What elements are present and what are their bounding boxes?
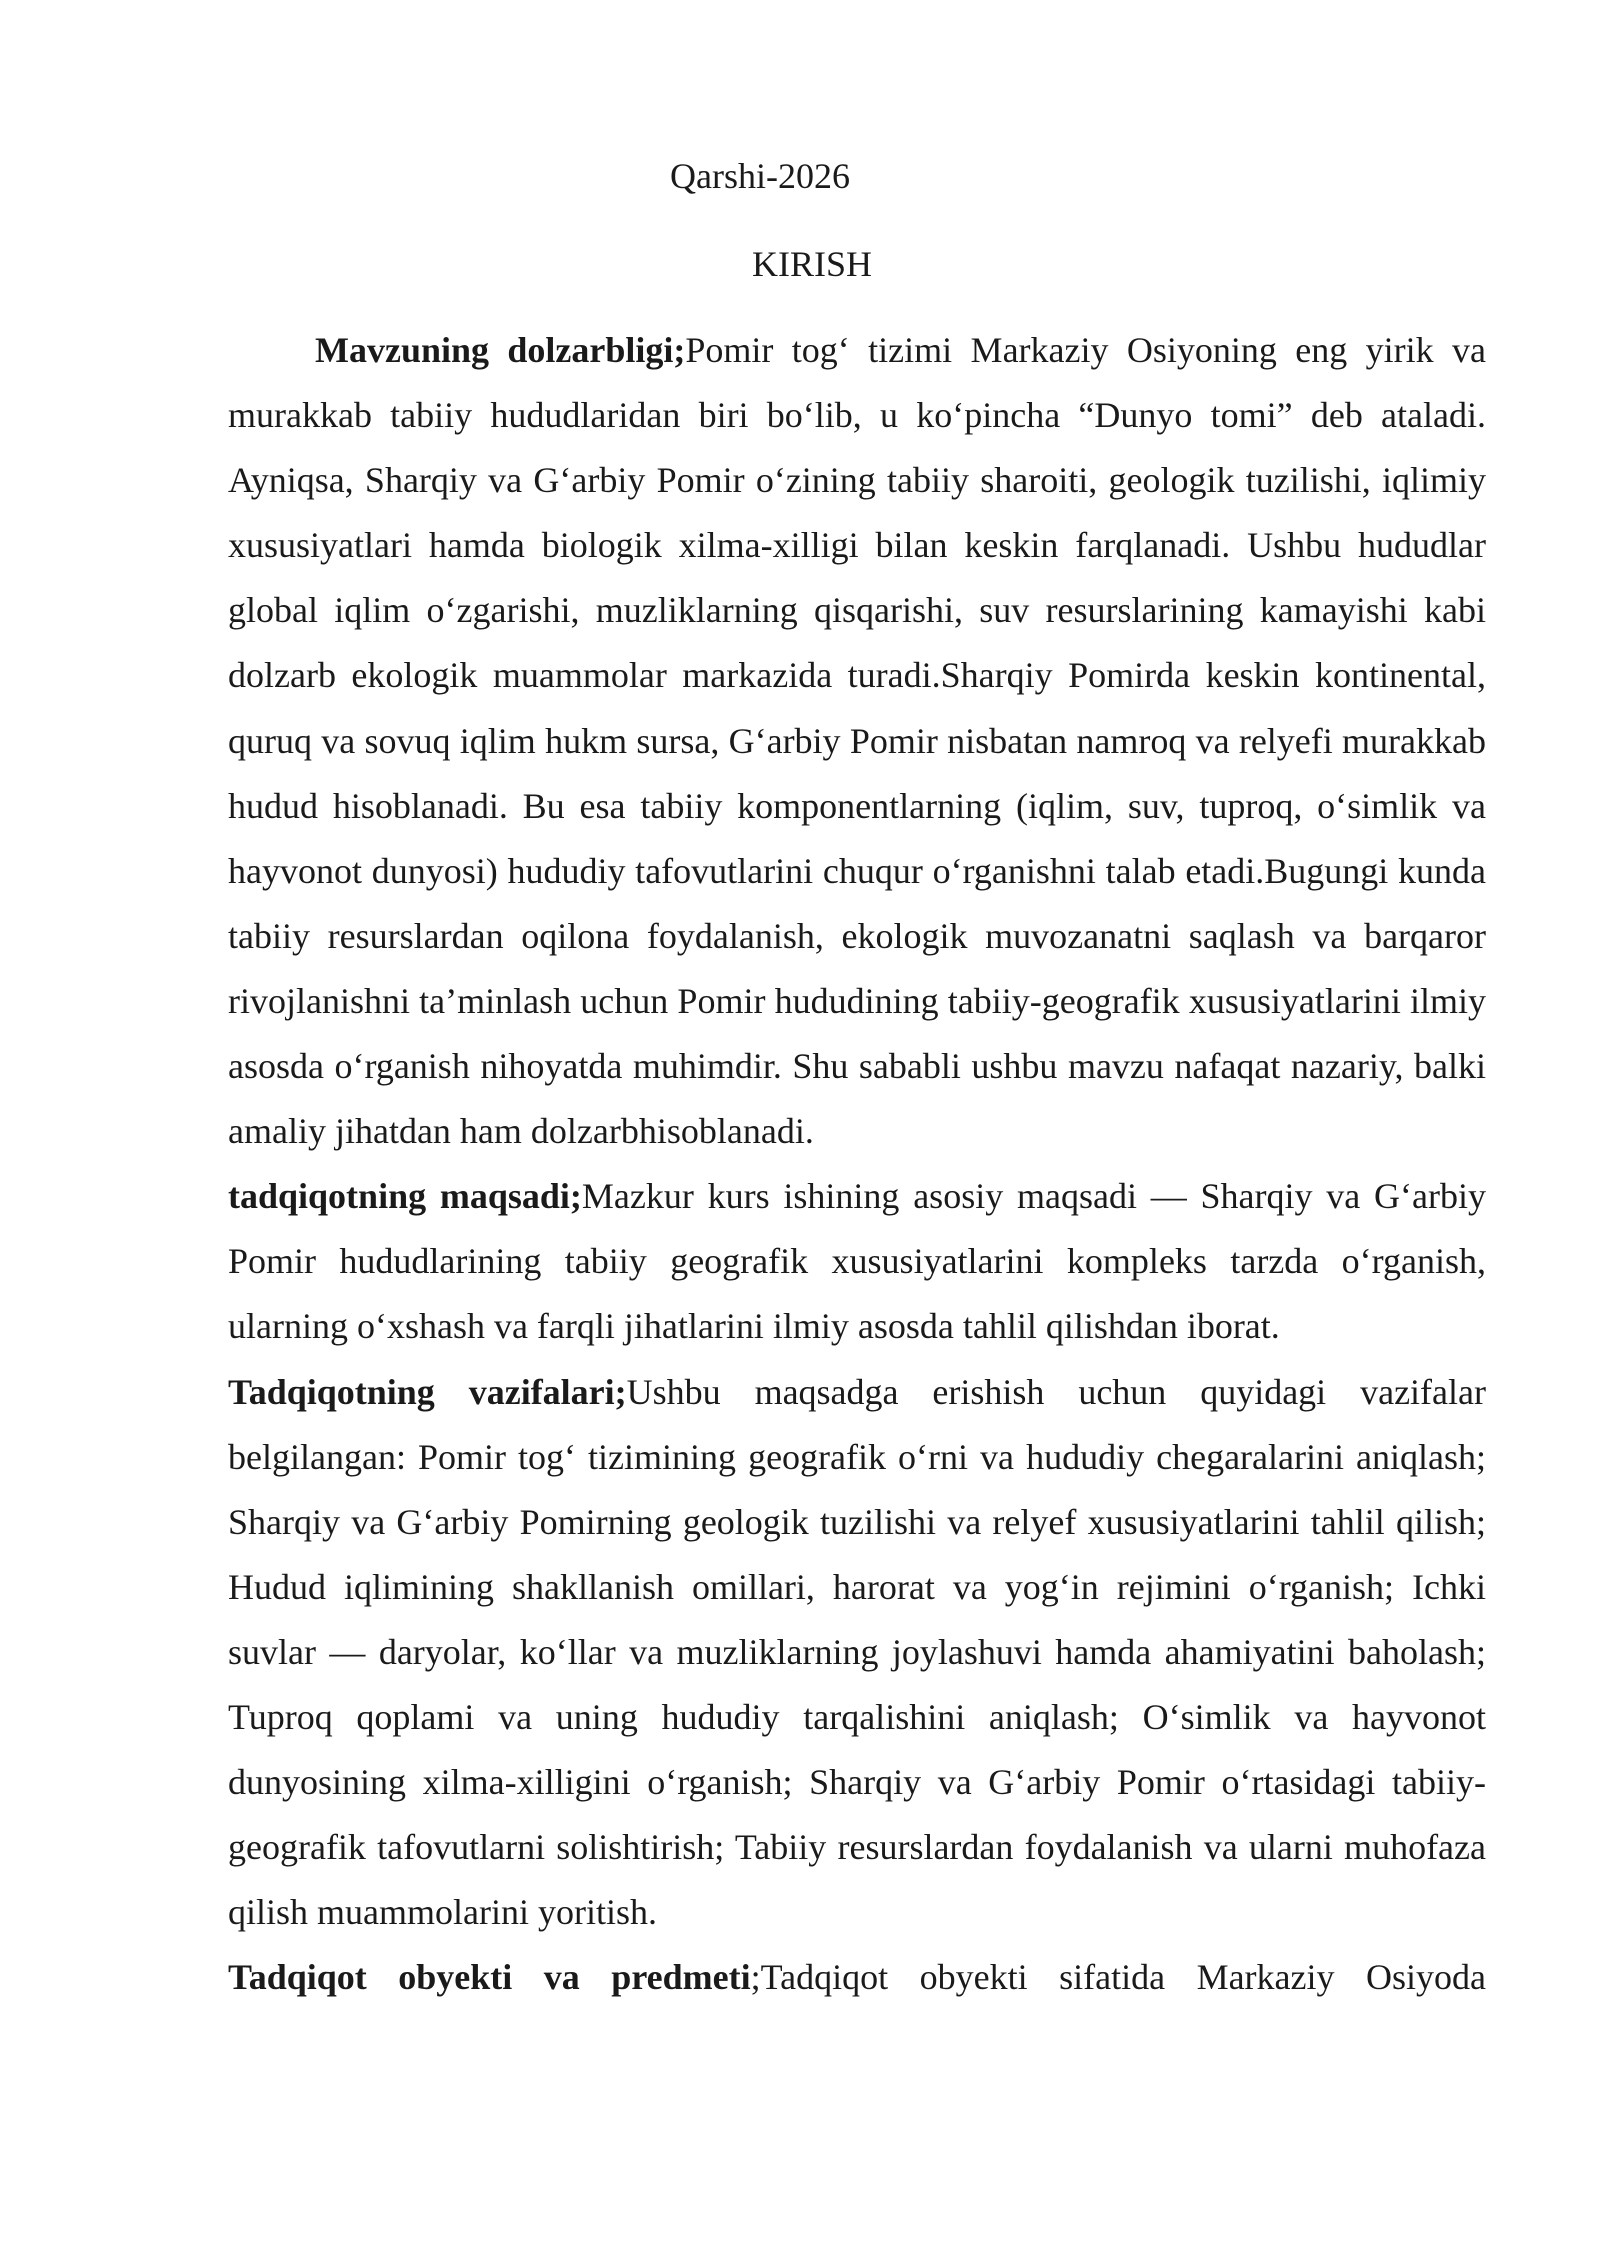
paragraph-tasks	[228, 1360, 1486, 1946]
paragraph-relevance	[228, 318, 1486, 1164]
paragraph-text: Mazkur kurs ishining asosiy maqsadi — Sharqiy va G‘arbiy Pomir hududlarining tabiiy geografik xususiyatlarini kompleks tarzda o‘rganish, ularning o‘xshash va farqli jihatlarini ilmiy asosda tahlil qilishdan iborat.	[228, 1176, 1486, 1347]
paragraph-lead: Tadqiqot obyekti va predmeti	[228, 1957, 751, 1998]
place-year: Qarshi-2026	[670, 156, 850, 196]
paragraph-object-subject	[228, 1945, 1486, 2010]
paragraph-lead: tadqiqotning maqsadi;	[228, 1176, 582, 1217]
paragraph-lead: Mavzuning dolzarbligi;	[315, 330, 686, 370]
section-title: KIRISH	[751, 244, 872, 284]
paragraph-text: ;Tadqiqot obyekti sifatida Markaziy Osiyoda	[750, 1957, 1486, 1998]
body-text	[228, 318, 1486, 2010]
paragraph-goal	[228, 1164, 1486, 1359]
paragraph-text: Ushbu maqsadga erishish uchun quyidagi vazifalar belgilangan: Pomir tog‘ tizimining geografik o‘rni va hududiy chegaralarini aniqlash; Sharqiy va G‘arbiy Pomirning geologik tuzilishi va relyef xususiyatlarini tahlil qilish; Hudud iqlimining shakllanish omillari, harorat va yog‘in rejimini o‘rganish; Ichki suvlar — daryolar, ko‘llar va muzliklarning joylashuvi hamda ahamiyatini baholash; Tuproq qoplami va uning hududiy tarqalishini aniqlash; O‘simlik va hayvonot dunyosining xilma-xilligini o‘rganish; Sharqiy va G‘arbiy Pomir o‘rtasidagi tabiiy-geografik tafovutlarni solishtirish; Tabiiy resurslardan foydalanish va ularni muhofaza qilish muammolarini yoritish.	[228, 1371, 1486, 1933]
paragraph-text: Pomir tog‘ tizimi Markaziy Osiyoning eng yirik va murakkab tabiiy hududlaridan biri bo‘lib, u ko‘pincha “Dunyo tomi” deb ataladi. Ayniqsa, Sharqiy va G‘arbiy Pomir o‘zining tabiiy sharoiti, geologik tuzilishi, iqlimiy xususiyatlari hamda biologik xilma-xilligi bilan keskin farqlanadi. Ushbu hududlar global iqlim o‘zgarishi, muzliklarning qisqarishi, suv resurslarining kamayishi kabi dolzarb ekologik muammolar markazida turadi.Sharqiy Pomirda keskin kontinental, quruq va sovuq iqlim hukm sursa, G‘arbiy Pomir nisbatan namroq va relyefi murakkab hudud hisoblanadi. Bu esa tabiiy komponentlarning (iqlim, suv, tuproq, o‘simlik va hayvonot dunyosi) hududiy tafovutlarini chuqur o‘rganishni talab etadi.Bugungi kunda tabiiy resurslardan oqilona foydalanish, ekologik muvozanatni saqlash va barqaror rivojlanishni ta’minlash uchun Pomir hududining tabiiy-geografik xususiyatlarini ilmiy asosda o‘rganish nihoyatda muhimdir. Shu sababli ushbu mavzu nafaqat nazariy, balki amaliy jihatdan ham dolzarbhisoblanadi.	[228, 330, 1486, 1152]
paragraph-lead: Tadqiqotning vazifalari;	[228, 1371, 627, 1412]
